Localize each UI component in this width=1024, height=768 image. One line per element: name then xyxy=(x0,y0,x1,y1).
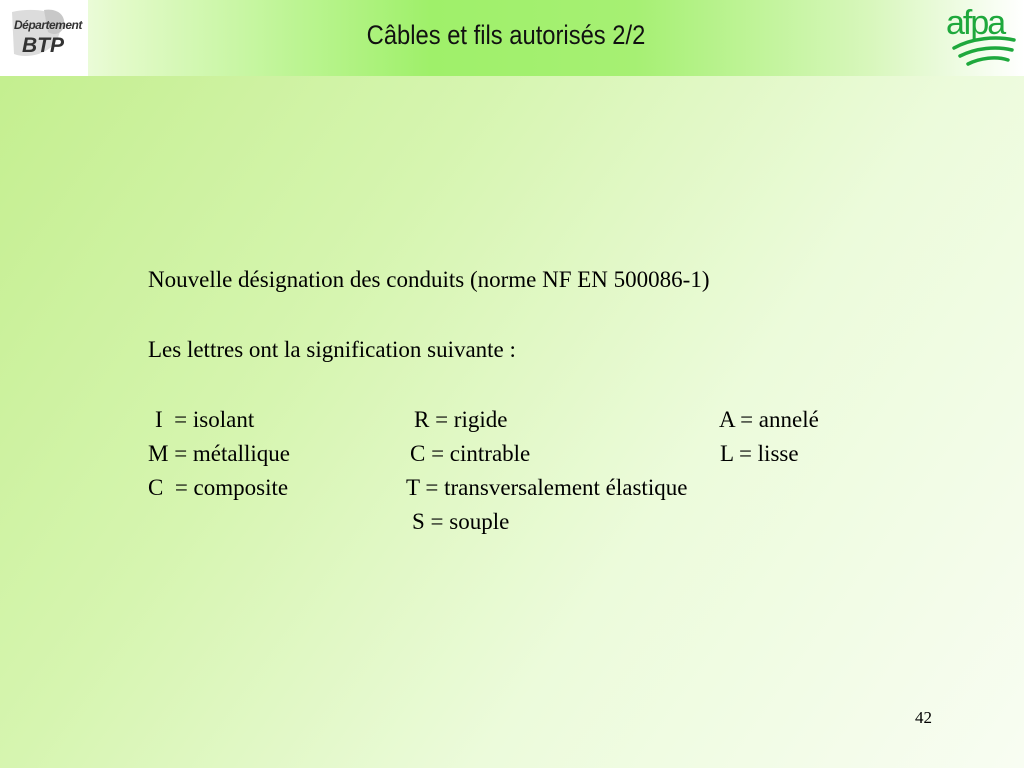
code-rigide: R = rigide xyxy=(414,407,508,432)
code-metallique: M = métallique xyxy=(148,441,290,466)
code-souple: S = souple xyxy=(412,509,510,534)
code-cintrable: C = cintrable xyxy=(410,441,531,466)
afpa-logo xyxy=(938,4,1020,72)
logo-left-top-text: Département xyxy=(14,18,82,32)
logo-right-text: afpa xyxy=(946,4,1005,42)
code-annele: A = annelé xyxy=(719,407,819,432)
page-title: Câbles et fils autorisés 2/2 xyxy=(366,20,646,50)
code-transversalement-elastique: T = transversalement élastique xyxy=(406,475,688,500)
subtitle-text: Les lettres ont la signification suivante : xyxy=(148,337,516,362)
code-composite: C = composite xyxy=(148,475,289,500)
code-lisse: L = lisse xyxy=(720,441,799,466)
logo-left-bottom-text: BTP xyxy=(22,34,64,57)
code-isolant: I = isolant xyxy=(155,407,255,432)
intro-text: Nouvelle désignation des conduits (norme NF EN 500086-1) xyxy=(148,267,710,292)
page-number: 42 xyxy=(915,708,932,727)
slide-header xyxy=(0,0,1024,76)
